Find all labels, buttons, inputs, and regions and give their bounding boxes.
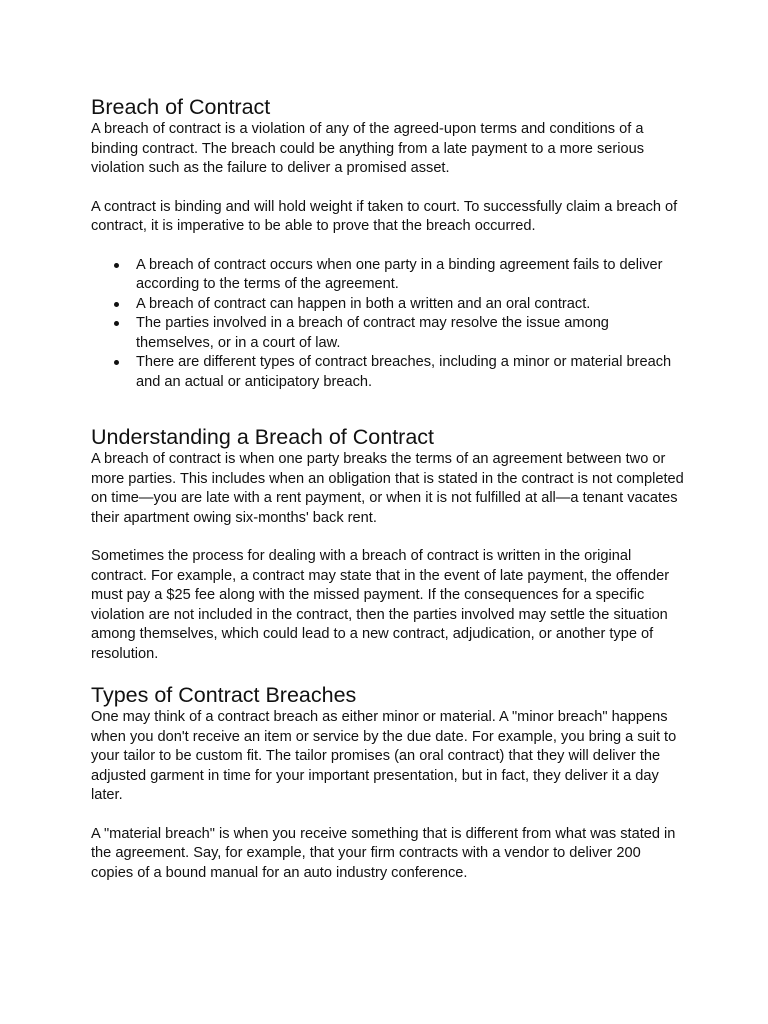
paragraph: A breach of contract is when one party breaks the terms of an agreement between two or more parties. This includes when an obligation that is stated in the contract is not completed on time—you are late with a rent payment, or when it is not fulfilled at all—a tenant vacates their apartment owing six-months' back rent. <box>91 451 684 526</box>
paragraph: Sometimes the process for dealing with a breach of contract is written in the original contract. For example, a contract may state that in the event of late payment, the offender must pay a $25 fee along with the missed payment. If the consequences for a specific violation are not included in the contract, then the parties involved may settle the situation among themselves, which could lead to a new contract, adjudication, or another type of resolution. <box>91 548 670 662</box>
list-item-text: A breach of contract occurs when one party in a binding agreement fails to deliver according to the terms of the agreement. <box>136 256 663 292</box>
bullet-icon <box>114 263 119 268</box>
paragraph: A "material breach" is when you receive something that is different from what was stated in the agreement. Say, for example, that your firm contracts with a vendor to deliver 200 copies of a bound manual for an auto industry conference. <box>91 825 676 881</box>
section-understanding-breach <box>91 424 686 664</box>
list-item <box>136 256 686 295</box>
section-heading: Breach of Contract <box>91 95 271 119</box>
bullet-icon <box>114 302 119 307</box>
document-page <box>91 94 686 883</box>
paragraph: A breach of contract is a violation of any of the agreed-upon terms and conditions of a binding contract. The breach could be anything from a late payment to a more serious violation such as the failure to deliver a promised asset. <box>91 121 644 176</box>
bullet-icon <box>114 321 119 326</box>
bullet-icon <box>114 360 119 365</box>
paragraph: A contract is binding and will hold weight if taken to court. To successfully claim a breach of contract, it is imperative to be able to prove that the breach occurred. <box>91 198 678 234</box>
section-heading: Understanding a Breach of Contract <box>91 425 435 449</box>
section-breach-of-contract <box>91 94 686 392</box>
list-item <box>136 314 686 353</box>
list-item-text: There are different types of contract breaches, including a minor or material breach and an actual or anticipatory breach. <box>136 354 672 390</box>
list-item-text: A breach of contract can happen in both a written and an oral contract. <box>136 295 591 312</box>
list-item <box>136 295 686 315</box>
bullet-list <box>91 256 686 393</box>
section-types-of-breaches <box>91 682 686 883</box>
list-item-text: The parties involved in a breach of contract may resolve the issue among themselves, or in a court of law. <box>136 315 609 351</box>
section-heading: Types of Contract Breaches <box>91 683 357 707</box>
list-item <box>136 353 686 392</box>
paragraph: One may think of a contract breach as either minor or material. A "minor breach" happens when you don't receive an item or service by the due date. For example, you bring a suit to your tailor to be custom fit. The tailor promises (an oral contract) that they will deliver the adjusted garment in time for your important presentation, but in fact, they deliver it a day later. <box>91 709 677 803</box>
